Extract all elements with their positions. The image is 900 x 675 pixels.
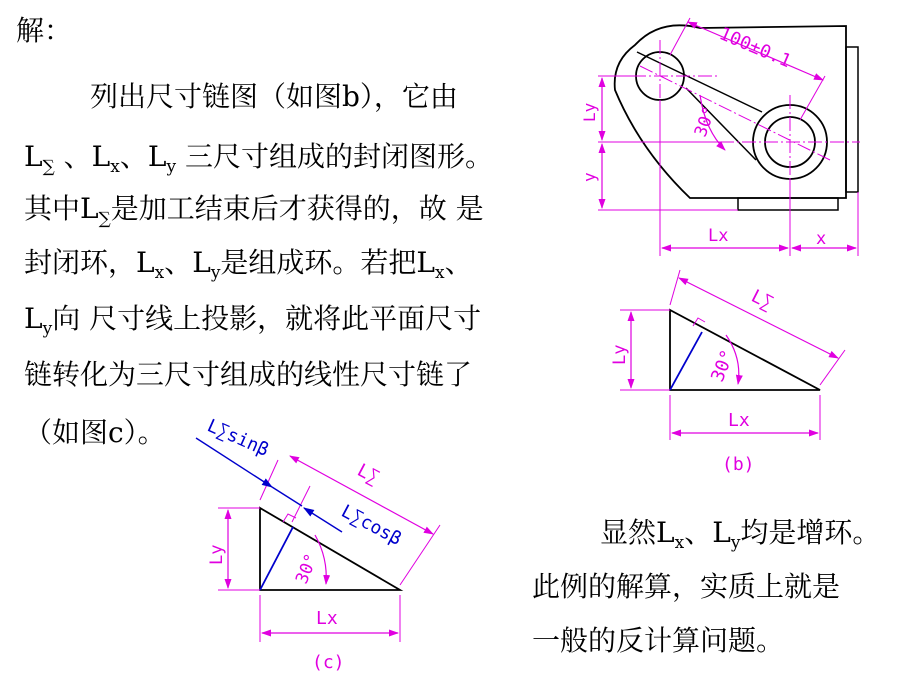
text: 其中L	[24, 192, 99, 225]
figure-a-part-drawing	[580, 18, 860, 256]
heading: 解：	[16, 14, 73, 47]
link-edge-top	[637, 52, 762, 112]
text: 显然L	[600, 516, 675, 549]
p1-l1: 列出尺寸链图（如图b），它由	[90, 80, 458, 113]
label-angle-b: 30°	[707, 346, 739, 385]
label-lcos-c: L∑cosβ	[337, 500, 405, 550]
text: 、	[444, 246, 473, 279]
text: 链转化为三尺寸组成的线性尺寸链了	[24, 358, 473, 391]
label-ly-a: Ly	[580, 102, 599, 122]
subscript: x	[154, 263, 165, 283]
caption-c: (c)	[312, 652, 345, 673]
figure-c	[196, 415, 440, 673]
subscript: y	[42, 319, 53, 339]
subscript: y	[166, 157, 177, 177]
paragraph-2-line-2: 此例的解算，实质上就是	[532, 570, 841, 603]
label-y-a: y	[580, 172, 599, 182]
label-angle-a: 30°	[690, 104, 721, 140]
subscript: ∑	[42, 157, 55, 177]
label-ly-b: Ly	[610, 344, 630, 365]
center-lines	[610, 40, 860, 200]
label-lsum-b: L∑	[747, 285, 777, 315]
label-ly-c: Ly	[207, 544, 227, 565]
text: 、L	[684, 516, 731, 549]
label-lx-a: Lx	[708, 226, 729, 246]
text: L	[24, 302, 43, 335]
subscript: y	[210, 263, 221, 283]
subscript: ∑	[98, 209, 111, 229]
altitude-c	[260, 527, 293, 590]
subscript: x	[435, 263, 445, 283]
dim-lcos-c	[304, 508, 342, 532]
text: （如图c）。	[24, 416, 166, 449]
figure-b	[610, 270, 845, 475]
extension-lines	[598, 18, 858, 256]
caption-b: (b)	[722, 454, 755, 475]
subscript: y	[730, 533, 741, 553]
text: 是加工结束后才获得的，故 是	[110, 192, 484, 225]
altitude-b	[670, 332, 702, 390]
bottom-block	[738, 198, 838, 210]
subscript: x	[674, 533, 685, 553]
dim-lsin-c-line	[272, 487, 302, 506]
text: 、L	[54, 140, 111, 173]
label-angle-c: 30°	[292, 550, 323, 587]
text: L	[24, 140, 43, 173]
text: 、L	[164, 246, 211, 279]
label-lx-c: Lx	[316, 608, 338, 629]
text: 均是增环。	[740, 516, 881, 549]
subscript: x	[110, 157, 120, 177]
text: 是组成环。若把L	[220, 246, 436, 279]
text: 向 尺寸线上投影，就将此平面尺寸	[52, 302, 482, 335]
side-block	[846, 47, 858, 192]
label-lsum-c: L∑	[353, 459, 383, 489]
text: 封闭环，L	[24, 246, 155, 279]
text: 三尺寸组成的封闭图形。	[176, 140, 493, 173]
paragraph-2-line-3: 一般的反计算问题。	[532, 624, 785, 657]
label-lx-b: Lx	[728, 410, 750, 431]
label-lsin-c: L∑sinβ	[203, 415, 272, 462]
label-x-a: x	[816, 229, 827, 249]
text: 、L	[119, 140, 167, 173]
label-center-distance: 100±0.1	[716, 23, 795, 73]
